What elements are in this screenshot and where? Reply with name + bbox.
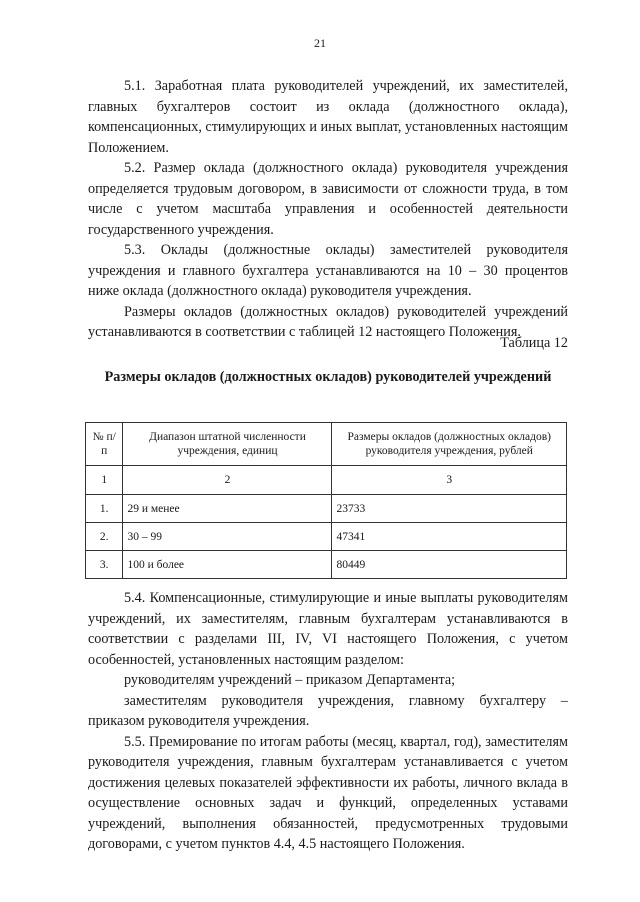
row-number: 3. — [86, 551, 123, 579]
paragraph-5-2: 5.2. Размер оклада (должностного оклада) руководителя учреждения определяется трудовым договором, в зависимости от сложности труда, в том числе с учетом масштаба управления и особенностей деятельности государственного учреждения. — [88, 160, 568, 238]
column-number-3: 3 — [332, 466, 567, 495]
row-staff-range: 30 – 99 — [123, 523, 332, 551]
paragraph-head-order: заместителям руководителя учреждения, главному бухгалтеру – приказом руководителя учреждения. — [88, 692, 568, 729]
header-number: № п/п — [86, 423, 123, 466]
row-number: 2. — [86, 523, 123, 551]
column-number-2: 2 — [123, 466, 332, 495]
section-top-text — [88, 76, 568, 343]
salary-table — [85, 422, 567, 579]
table-row — [86, 523, 567, 551]
paragraph-5-1: 5.1. Заработная плата руководителей учреждений, их заместителей, главных бухгалтеров состоит из оклада (должностного оклада), компенсационных, стимулирующих и иных выплат, установленных настоящим Положением. — [88, 78, 568, 156]
row-staff-range: 100 и более — [123, 551, 332, 579]
row-staff-range: 29 и менее — [123, 495, 332, 523]
paragraph-department-order: руководителям учреждений – приказом Департамента; — [124, 672, 456, 688]
table-column-number-row — [86, 466, 567, 495]
paragraph-table-reference: Размеры окладов (должностных окладов) руководителей учреждений устанавливаются в соответствии с таблицей 12 настоящего Положения. — [88, 303, 568, 340]
section-bottom-text — [88, 588, 568, 855]
column-number-1: 1 — [86, 466, 123, 495]
row-number: 1. — [86, 495, 123, 523]
table-caption: Таблица 12 — [500, 335, 568, 351]
header-staff-range: Диапазон штатной численности учреждения, единиц — [123, 423, 332, 466]
table-row — [86, 495, 567, 523]
table-title: Размеры окладов (должностных окладов) руководителей учреждений — [104, 369, 552, 385]
table-header-row — [86, 423, 567, 466]
paragraph-5-5: 5.5. Премирование по итогам работы (месяц, квартал, год), заместителям руководителя учреждения, главным бухгалтерам устанавливается с учетом достижения целевых показателей эффективности их работы, личного вклада в осуществление основных задач и функций, определенных уставами учреждений, выполнения обязанностей, предусмотренных трудовыми договорами, с учетом пунктов 4.4, 4.5 настоящего Положения. — [88, 733, 568, 852]
paragraph-5-3: 5.3. Оклады (должностные оклады) заместителей руководителя учреждения и главного бухгалтера устанавливаются на 10 – 30 процентов ниже оклада (должностного оклада) руководителя учреждения. — [88, 242, 568, 299]
row-salary: 47341 — [332, 523, 567, 551]
page-number: 21 — [314, 36, 326, 50]
row-salary: 23733 — [332, 495, 567, 523]
row-salary: 80449 — [332, 551, 567, 579]
table-row — [86, 551, 567, 579]
paragraph-5-4: 5.4. Компенсационные, стимулирующие и иные выплаты руководителям учреждений, их заместителям, главным бухгалтерам устанавливаются в соответствии с разделами III, IV, VI настоящего Положения, с учетом особенностей, установленных настоящим разделом: — [88, 590, 568, 668]
header-salary-size: Размеры окладов (должностных окладов) руководителя учреждения, рублей — [332, 423, 567, 466]
